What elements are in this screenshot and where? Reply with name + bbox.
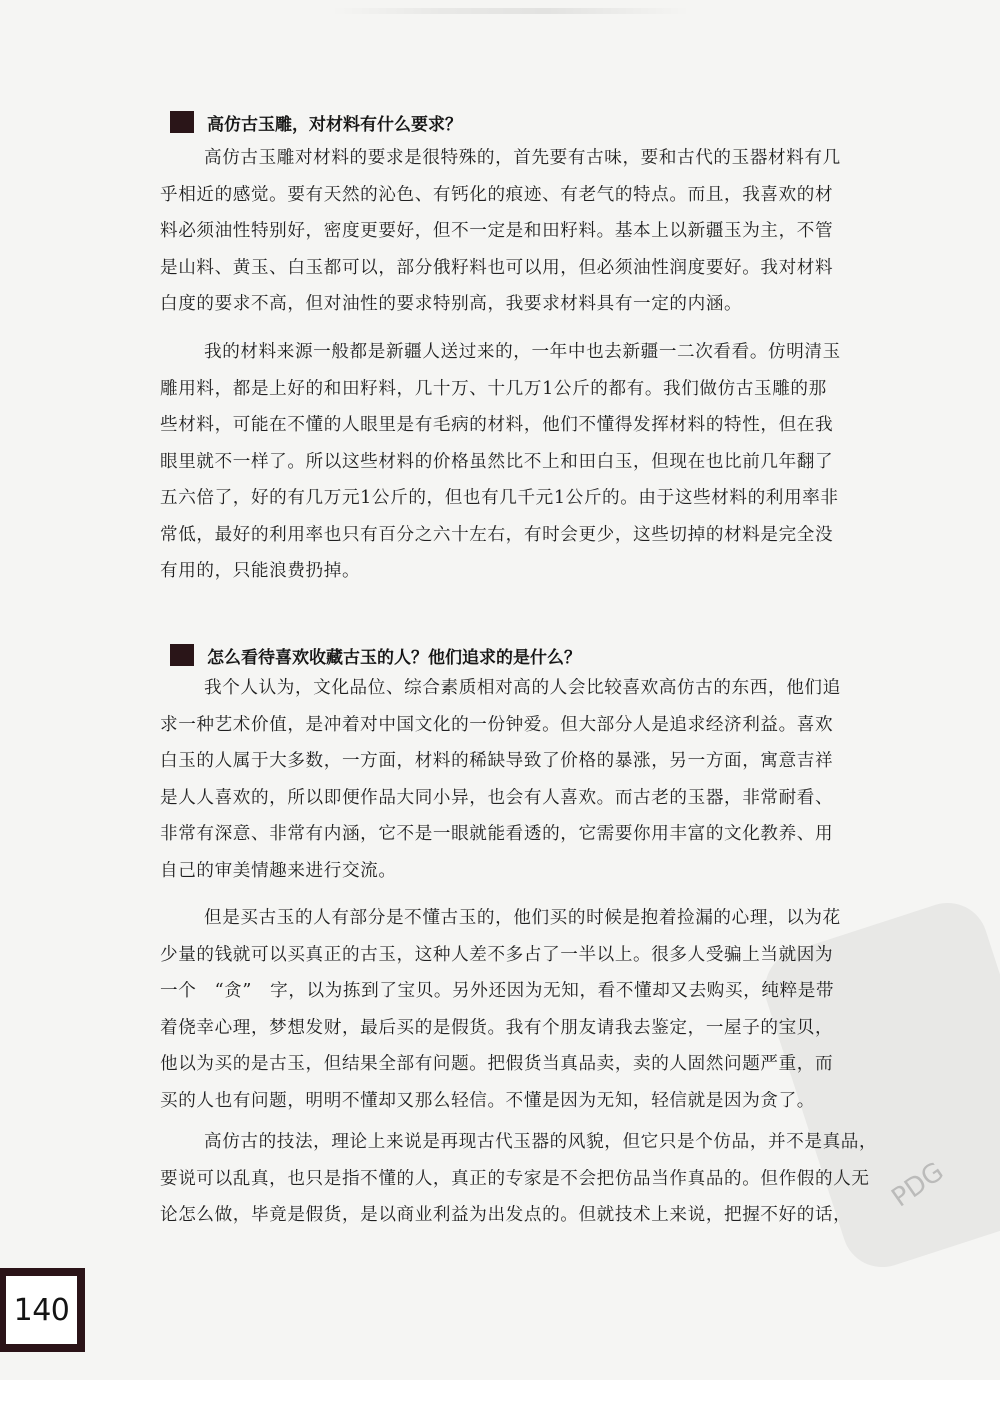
text-line: 高仿古玉雕对材料的要求是很特殊的，首先要有古味，要和古代的玉器材料有几 [204, 148, 841, 168]
paragraph-1-1 [160, 140, 900, 323]
text-line: 白度的要求不高，但对油性的要求特别高，我要求材料具有一定的内涵。 [160, 294, 743, 314]
text-line: 些材料，可能在不懂的人眼里是有毛病的材料，他们不懂得发挥材料的特性，但在我 [160, 415, 834, 435]
page-number-box [0, 1268, 85, 1352]
page-number: 140 [6, 1276, 77, 1344]
text-line: 非常有深意、非常有内涵，它不是一眼就能看透的，它需要你用丰富的文化教养、用 [160, 824, 834, 844]
text-line: 买的人也有问题，明明不懂却又那么轻信。不懂是因为无知，轻信就是因为贪了。 [160, 1090, 815, 1111]
heading-square-icon [170, 644, 194, 666]
text-line: 五六倍了，好的有几万元1公斤的，但也有几千元1公斤的。由于这些材料的利用率非 [160, 488, 839, 508]
text-line: 着侥幸心理，梦想发财，最后买的是假货。我有个朋友请我去鉴定，一屋子的宝贝， [160, 1017, 834, 1038]
text-line: 是山料、黄玉、白玉都可以，部分俄籽料也可以用，但必须油性润度要好。我对材料 [160, 257, 834, 278]
heading-text: 高仿古玉雕，对材料有什么要求？ [207, 114, 462, 135]
section-heading-1 [170, 108, 462, 136]
text-line: 有用的，只能浪费扔掉。 [160, 561, 361, 581]
heading-square-icon [170, 111, 194, 133]
text-line: 料必须油性特别好，密度更要好，但不一定是和田籽料。基本上以新疆玉为主，不管 [160, 221, 834, 241]
paragraph-2-1 [160, 670, 900, 889]
heading-text: 怎么看待喜欢收藏古玉的人？他们追求的是什么？ [207, 647, 581, 668]
watermark-text: PDG [886, 1156, 950, 1214]
paragraph-2-2 [160, 900, 900, 1119]
text-line: 少量的钱就可以买真正的古玉，这种人差不多占了一半以上。很多人受骗上当就因为 [160, 944, 834, 965]
text-line: 眼里就不一样了。所以这些材料的价格虽然比不上和田白玉，但现在也比前几年翻了 [160, 451, 834, 472]
paragraph-2-3 [160, 1124, 900, 1234]
text-line: 他以为买的是古玉，但结果全部有问题。把假货当真品卖，卖的人固然问题严重，而 [160, 1054, 834, 1074]
section-heading-2 [170, 641, 581, 669]
text-line: 求一种艺术价值，是冲着对中国文化的一份钟爱。但大部分人是追求经济利益。喜欢 [160, 714, 834, 735]
paragraph-1-2 [160, 334, 900, 590]
text-line: 高仿古的技法，理论上来说是再现古代玉器的风貌，但它只是个仿品，并不是真品， [204, 1132, 878, 1152]
text-line: 雕用料，都是上好的和田籽料，几十万、十几万1公斤的都有。我们做仿古玉雕的那 [160, 378, 827, 399]
text-line: 乎相近的感觉。要有天然的沁色、有钙化的痕迹、有老气的特点。而且，我喜欢的材 [160, 184, 834, 205]
text-line: 但是买古玉的人有部分是不懂古玉的，他们买的时候是抱着捡漏的心理，以为花 [204, 908, 841, 928]
text-line: 自己的审美情趣来进行交流。 [160, 860, 397, 881]
text-line: 要说可以乱真，也只是指不懂的人，真正的专家是不会把仿品当作真品的。但作假的人无 [160, 1168, 870, 1189]
text-line: 是人人喜欢的，所以即便作品大同小异，也会有人喜欢。而古老的玉器，非常耐看、 [160, 787, 834, 808]
text-line: 白玉的人属于大多数，一方面，材料的稀缺导致了价格的暴涨，另一方面，寓意吉祥 [160, 751, 834, 771]
text-line: 我个人认为，文化品位、综合素质相对高的人会比较喜欢高仿古的东西，他们追 [204, 678, 841, 698]
text-line: 论怎么做，毕竟是假货，是以商业利益为出发点的。但就技术上来说，把握不好的话， [160, 1205, 852, 1225]
text-line: 一个 “贪” 字，以为拣到了宝贝。另外还因为无知，看不懂却又去购买，纯粹是带 [160, 981, 835, 1001]
text-line: 我的材料来源一般都是新疆人送过来的，一年中也去新疆一二次看看。仿明清玉 [204, 342, 841, 362]
scan-artifact [330, 8, 690, 14]
text-line: 常低，最好的利用率也只有百分之六十左右，有时会更少，这些切掉的材料是完全没 [160, 524, 834, 545]
